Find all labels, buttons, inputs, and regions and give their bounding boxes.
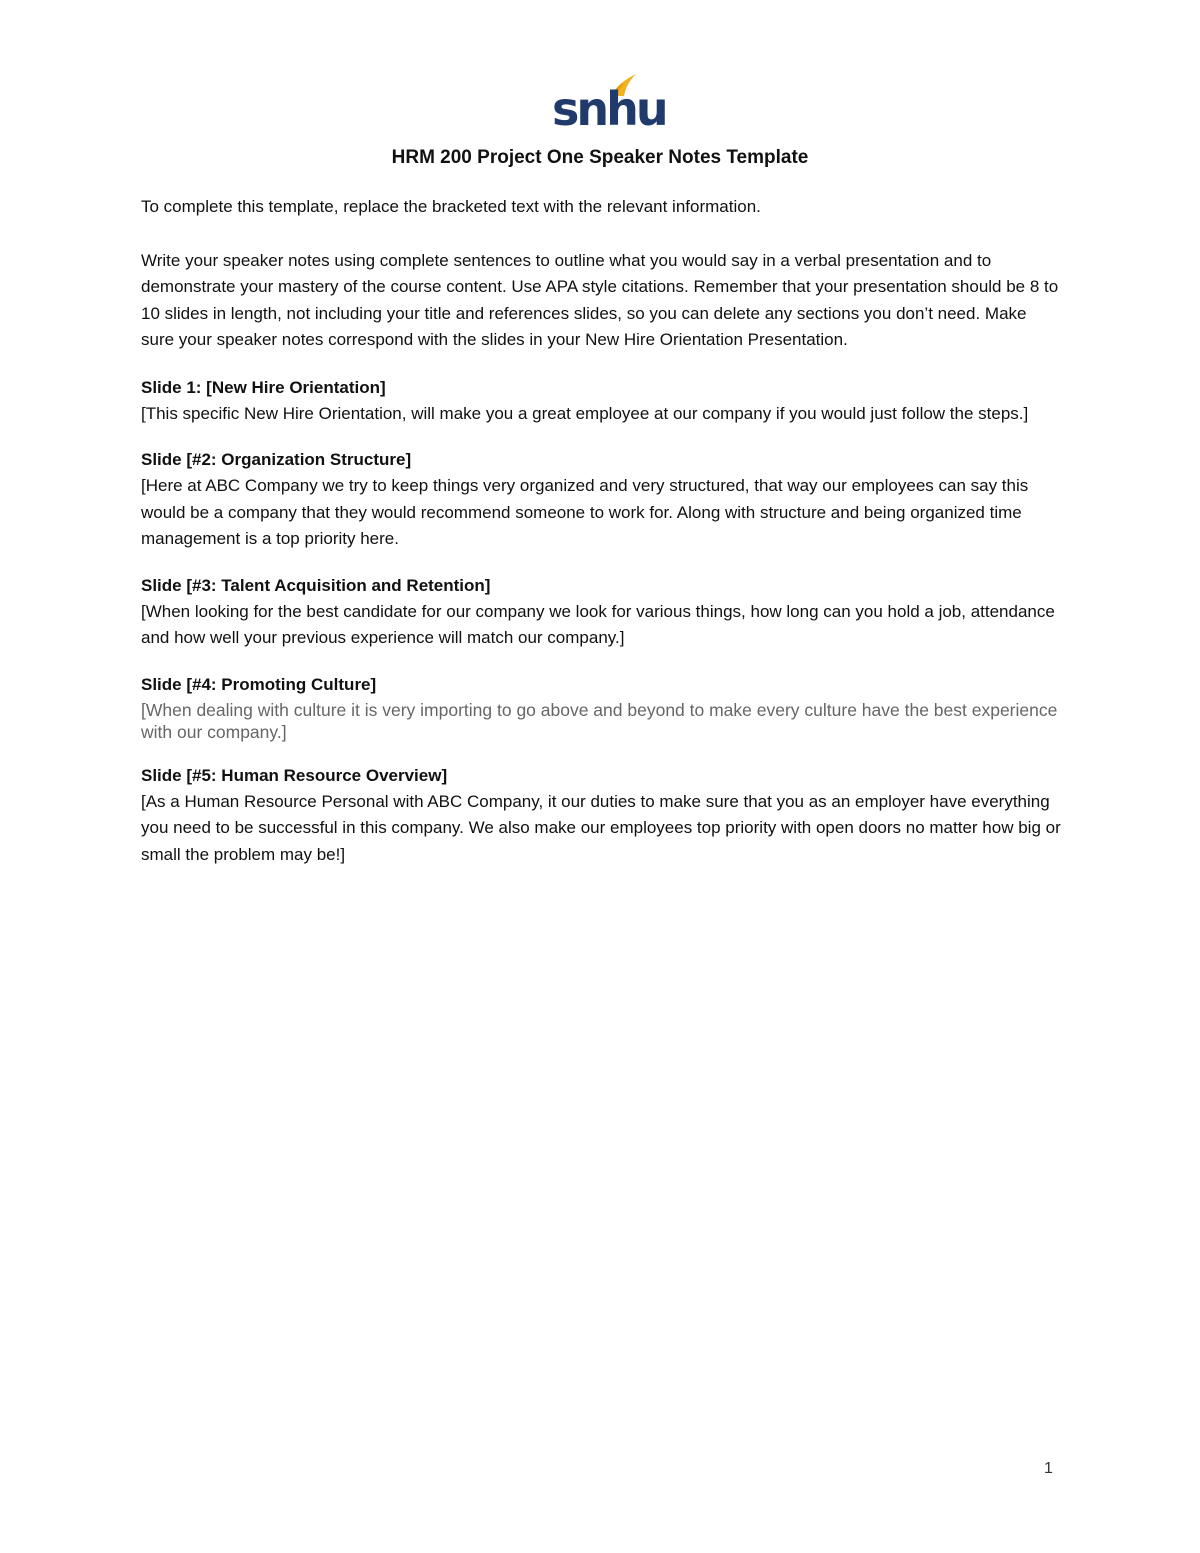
slide-heading: Slide [#3: Talent Acquisition and Retention] [141,575,491,595]
slide-section-2 [141,447,1061,553]
slide-heading: Slide [#2: Organization Structure] [141,450,412,469]
intro-paragraph-1: To complete this template, replace the bracketed text with the relevant information. [141,197,761,216]
slide-section-4 [141,672,1061,743]
slide-notes: [This specific New Hire Orientation, will make you a great employee at our company if you would just follow the steps.] [141,403,1029,423]
slide-heading: Slide 1: [New Hire Orientation] [141,377,386,397]
slide-notes: [Here at ABC Company we try to keep things very organized and very structured, that way our employees can say this would be a company that they would recommend someone to work for. Along with structure and being organized time management is a top priority here. [141,476,1029,548]
slide-notes: [As a Human Resource Personal with ABC Company, it our duties to make sure that you as an employer have everything you need to be successful in this company. We also make our employees top priority with open doors no matter how big or small the problem may be!] [141,791,1061,864]
document-title: HRM 200 Project One Speaker Notes Template [391,147,809,168]
slide-notes: [When looking for the best candidate for our company we look for various things, how long can you hold a job, attendance and how well your previous experience will match our company.] [141,601,1055,647]
slide-heading: Slide [#5: Human Resource Overview] [141,765,448,785]
slide-notes: [When dealing with culture it is very importing to go above and beyond to make every culture have the best experience with our company.] [141,699,1058,742]
snhu-logo [552,72,666,138]
document-body [141,194,1061,888]
intro-paragraph-2: Write your speaker notes using complete sentences to outline what you would say in a verbal presentation and to demonstrate your mastery of the course content. Use APA style citations. Remember that your presentation should be 8 to 10 slides in length, not including your title and references slides, so you can delete any sections you don’t need. Make sure your speaker notes correspond with the slides in your New Hire Orientation Presentation. [141,250,1059,349]
slide-section-1 [141,375,1061,428]
slide-section-3 [141,573,1061,652]
slide-heading: Slide [#4: Promoting Culture] [141,674,377,694]
logo-wordmark: snhu [552,82,666,136]
page-number: 1 [1044,1460,1053,1477]
slide-section-5 [141,763,1061,869]
